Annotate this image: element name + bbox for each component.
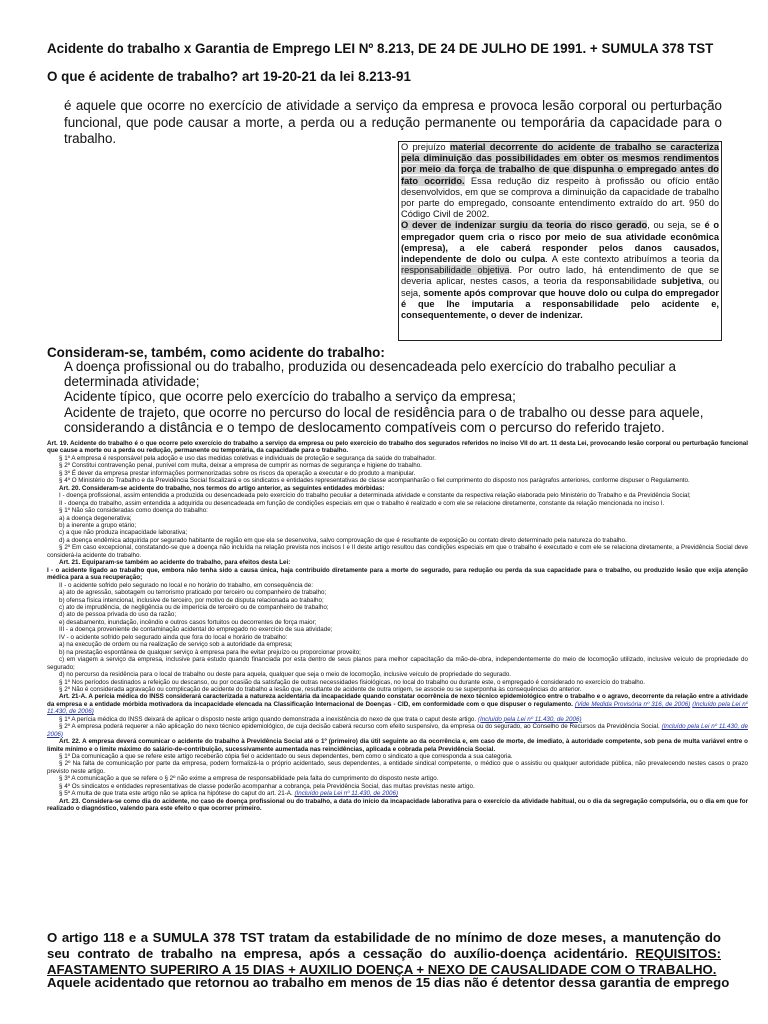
law-paragraph: II - doença do trabalho, assim entendida a adquirida ou desencadeada em função de condições especiais em que o trabalho é realizado e com ele se relacione diretamente, constante da relação mencionada no inciso I.: [59, 499, 665, 507]
stability-text: O artigo 118 e a SUMULA 378 TST tratam da estabilidade de no mínimo de doze meses, a manutenção do seu contrato de trabalho na empresa, após a cessação do auxílio-doença acidentário.: [47, 930, 721, 961]
law-paragraph: a) na execução de ordem ou na realização de serviço sob a autoridade da empresa;: [59, 641, 293, 649]
requirements-text: REQUISITOS: AFASTAMENTO SUPERIRO A 15 DIAS + AUXILIO DOENÇA + NEXO DE CAUSALIDADE COM O TRABALHO.: [47, 946, 721, 977]
consider-heading: Consideram-se, também, como acidente do trabalho:: [47, 345, 385, 360]
law-paragraph: d) a doença endêmica adquirida por segurado habitante de região em que ela se desenvolva, salvo comprovação de que é resultante de exposição ou contato direto determinado pela natureza do trabalho.: [59, 536, 627, 544]
law-paragraph: d) ato de pessoa privada do uso da razão;: [59, 611, 177, 619]
law-reference-link[interactable]: (Incluído pela Lei nº 11.430, de 2006): [294, 790, 399, 798]
box-highlight: O dever de indenizar surgiu da teoria do risco gerado: [401, 220, 648, 231]
law-paragraph: § 2º Em caso excepcional, constatando-se que a doença não incluída na relação prevista nos incisos I e II deste artigo resultou das condições especiais em que o trabalho é executado e com ele se relaciona diretamente, a Previdência Social deve considerá-la acidente do trabalho.: [47, 544, 748, 559]
law-paragraph: b) ofensa física intencional, inclusive de terceiro, por motivo de disputa relacionada ao trabalho;: [59, 596, 324, 604]
box-text: O prejuízo: [401, 142, 450, 152]
box-text: , ou seja,: [401, 276, 720, 298]
law-article: Art. 23. Considera-se como dia do acidente, no caso de doença profissional ou do trabalho, a data do início da incapacidade laborativa para o exercício da atividade habitual, ou o dia da segregação compulsória, ou o dia em que for realizado o diagnóstico, valendo para este efeito o que ocorrer primeiro.: [47, 797, 748, 813]
box-bold-text: é o empregador quem cria o risco por meio de sua atividade econômica (empresa), a ele caberá responder pelos danos causados, independente de dolo ou culpa: [401, 220, 719, 265]
box-text: Essa redução diz respeito à profissão ou ofício então desenvolvidos, em que se comprova a diminuição da capacidade de trabalho por parte do empregado, consoante entendimento extraído do art. 950 do Código Civil de 2002.: [401, 175, 719, 220]
law-article: Art. 21-A. A perícia médica do INSS considerará caracterizada a natureza acidentária da incapacidade quando constatar ocorrência de nexo técnico epidemiológico entre o trabalho e o agravo, decorrente da relação entre a atividade da empresa e a entidade mórbida motivadora da incapacidade elencada na Classificação Internacional de Doenças - CID, em conformidade com o que dispuser o regulamento.: [47, 693, 748, 708]
law-paragraph: b) na prestação espontânea de qualquer serviço à empresa para lhe evitar prejuízo ou proporcionar proveito;: [59, 648, 361, 656]
indemnity-note-box: [398, 141, 722, 341]
law-reference-link[interactable]: (Incluído pela Lei nº 11.430, de 2006): [47, 700, 748, 716]
stability-paragraph: [47, 930, 721, 978]
law-reference-link[interactable]: (Incluído pela Lei nº 11.430, de 2006): [47, 723, 748, 738]
law-paragraph: c) em viagem a serviço da empresa, inclusive para estudo quando financiada por esta dentro de seus planos para melhor capacitação da mão-de-obra, independentemente do meio de locomoção utilizado, inclusive veículo de propriedade do segurado;: [47, 656, 748, 671]
law-paragraph: § 4º Os sindicatos e entidades representativas de classe poderão acompanhar a cobrança, pela Previdência Social, das multas previstas neste artigo.: [59, 782, 475, 790]
law-reference-link[interactable]: (Vide Medida Provisória nº 316, de 2006): [574, 700, 691, 708]
box-bold-text: subjetiva: [661, 276, 702, 287]
law-paragraph: § 2º Na falta de comunicação por parte da empresa, podem formalizá-la o próprio acidentado, seus dependentes, a entidade sindical competente, o médico que o assistiu ou qualquer autoridade pública, não prevalecendo nestes casos o prazo previsto neste artigo.: [47, 760, 748, 775]
law-paragraph: b) a inerente a grupo etário;: [59, 521, 137, 529]
law-paragraph: § 3º A comunicação a que se refere o § 2º não exime a empresa de responsabilidade pela falta do cumprimento do disposto neste artigo.: [59, 775, 439, 783]
law-paragraph: § 5º A multa de que trata este artigo não se aplica na hipótese do caput do art. 21-A.: [59, 790, 293, 798]
consider-item: Acidente típico, que ocorre pelo exercício do trabalho a serviço da empresa;: [64, 389, 516, 405]
consider-item: A doença profissional ou do trabalho, produzida ou desencadeada pelo exercício do trabalho peculiar a determinada atividade;: [64, 359, 676, 390]
law-reference-link[interactable]: (Incluído pela Lei nº 11.430, de 2006): [477, 715, 582, 723]
law-paragraph: c) ato de imprudência, de negligência ou de imperícia de terceiro ou de companheiro de trabalho;: [59, 603, 329, 611]
law-article: I - o acidente ligado ao trabalho que, embora não tenha sido a causa única, haja contribuído diretamente para a morte do segurado, para redução ou perda da sua capacidade para o trabalho, ou produzido lesão que exija atenção médica para a sua recuperação;: [47, 566, 748, 582]
law-paragraph: § 2º Constitui contravenção penal, punível com multa, deixar a empresa de cumprir as normas de segurança e higiene do trabalho.: [59, 462, 422, 470]
box-text: , ou seja, se: [647, 220, 705, 231]
box-highlight: responsabilidade objetiva: [401, 265, 510, 276]
box-highlight: material decorrente do acidente de trabalho se caracteriza pela diminuição das possibilidades em obter os mesmos rendimentos por meio da força de trabalho de que dispunha o empregado antes do fato ocorrido.: [401, 142, 719, 186]
law-paragraph: IV - o acidente sofrido pelo segurado ainda que fora do local e horário de trabalho:: [59, 633, 288, 641]
law-text-block: [47, 440, 748, 910]
law-article: Art. 22. A empresa deverá comunicar o acidente do trabalho à Previdência Social até o 1º (primeiro) dia útil seguinte ao da ocorrência e, em caso de morte, de imediato, à autoridade competente, sob pena de multa variável entre o limite mínimo e o limite máximo do salário-de-contribuição, sucessivamente aumentada nas reincidências, aplicada e cobrada pela Previdência Social.: [47, 738, 748, 753]
law-paragraph: § 1º A perícia médica do INSS deixará de aplicar o disposto neste artigo quando demonstrada a inexistência do nexo de que trata o caput deste artigo.: [59, 715, 477, 723]
law-article: Art. 19. Acidente do trabalho é o que ocorre pelo exercício do trabalho a serviço da empresa ou pelo exercício do trabalho dos segurados referidos no inciso VII do art. 11 desta Lei, provocando lesão corporal ou perturbação funcional que cause a morte ou a perda ou redução, permanente ou temporária, da capacidade para o trabalho.: [47, 440, 748, 455]
box-bold-text: e, consequentemente, o dever de indenizar.: [401, 298, 719, 321]
document-title: Acidente do trabalho x Garantia de Emprego LEI Nº 8.213, DE 24 DE JULHO DE 1991. + SUMULA 378 TST: [47, 41, 714, 56]
box-bold-text: somente após comprovar que houve dolo ou culpa do empregador é que lhe imputaria a responsabilidade pelo acidente: [401, 287, 719, 309]
law-paragraph: c) a que não produza incapacidade laborativa;: [59, 529, 188, 537]
law-paragraph: II - o acidente sofrido pelo segurado no local e no horário do trabalho, em consequência de:: [59, 581, 313, 589]
law-paragraph: e) desabamento, inundação, incêndio e outros casos fortuitos ou decorrentes de força maior;: [59, 618, 317, 626]
consider-item: Acidente de trajeto, que ocorre no percurso do local de residência para o de trabalho ou desse para aquele, considerando a distância e o tempo de deslocamento compatíveis com o percurso do referido trajeto.: [64, 404, 704, 435]
law-paragraph: § 2º A empresa poderá requerer a não aplicação do nexo técnico epidemiológico, de cuja decisão caberá recurso com efeito suspensivo, da empresa ou do segurado, ao Conselho de Recursos da Previdência Social.: [59, 723, 660, 731]
law-article: Art. 20. Consideram-se acidente do trabalho, nos termos do artigo anterior, as seguintes entidades mórbidas:: [59, 484, 385, 492]
law-article: Art. 21. Equiparam-se também ao acidente do trabalho, para efeitos desta Lei:: [59, 559, 291, 567]
law-paragraph: § 1º Não são consideradas como doença do trabalho:: [59, 507, 208, 515]
law-paragraph: § 2º Não é considerada agravação ou complicação de acidente do trabalho a lesão que, resultante de acidente de outra origem, se associe ou se superponha às consequências do anterior.: [59, 685, 582, 693]
exception-paragraph: Aquele acidentado que retornou ao trabalho em menos de 15 dias não é detentor dessa garantia de emprego: [47, 975, 730, 990]
law-paragraph: § 3º É dever da empresa prestar informações pormenorizadas sobre os riscos da operação a executar e do produto a manipular.: [59, 469, 416, 477]
law-paragraph: a) ato de agressão, sabotagem ou terrorismo praticado por terceiro ou companheiro de trabalho;: [59, 589, 327, 597]
consider-list: [64, 359, 724, 435]
law-paragraph: I - doença profissional, assim entendida a produzida ou desencadeada pelo exercício do trabalho peculiar a determinada atividade e constante da respectiva relação elaborada pelo Ministério do Trabalho e da Previdência Social;: [59, 492, 691, 500]
law-paragraph: III - a doença proveniente de contaminação acidental do empregado no exercício de sua atividade;: [59, 626, 333, 634]
law-paragraph: § 1º A empresa é responsável pela adoção e uso das medidas coletivas e individuais de proteção e segurança da saúde do trabalhador.: [59, 454, 436, 462]
box-text: . A este contexto atribuímos a teoria da: [545, 254, 719, 265]
law-paragraph: § 4º O Ministério do Trabalho e da Previdência Social fiscalizará e os sindicatos e entidades representativas de classe acompanharão o fiel cumprimento do disposto nos parágrafos anteriores, conforme dispuser o Regulamento.: [59, 477, 690, 485]
law-paragraph: a) a doença degenerativa;: [59, 514, 132, 522]
law-paragraph: § 1º Nos períodos destinados a refeição ou descanso, ou por ocasião da satisfação de outras necessidades fisiológicas, no local do trabalho ou durante este, o empregado é considerado no exercício do trabalho.: [59, 678, 645, 686]
box-text: . Por outro lado, há entendimento de que se deveria aplicar, nestes casos, a teoria da responsabilidade: [401, 265, 720, 287]
law-paragraph: § 1º Da comunicação a que se refere este artigo receberão cópia fiel o acidentado ou seus dependentes, bem como o sindicato a que corresponda a sua categoria.: [59, 753, 513, 761]
definition-paragraph: é aquele que ocorre no exercício de atividade a serviço da empresa e provoca lesão corporal ou perturbação funcional, que pode causar a morte, a perda ou a redução permanente ou temporária da capacidade para o trabalho.: [64, 98, 722, 146]
law-paragraph: d) no percurso da residência para o local de trabalho ou deste para aquela, qualquer que seja o meio de locomoção, inclusive veículo de propriedade do segurado.: [59, 671, 512, 679]
document-question: O que é acidente de trabalho? art 19-20-21 da lei 8.213-91: [47, 69, 411, 84]
